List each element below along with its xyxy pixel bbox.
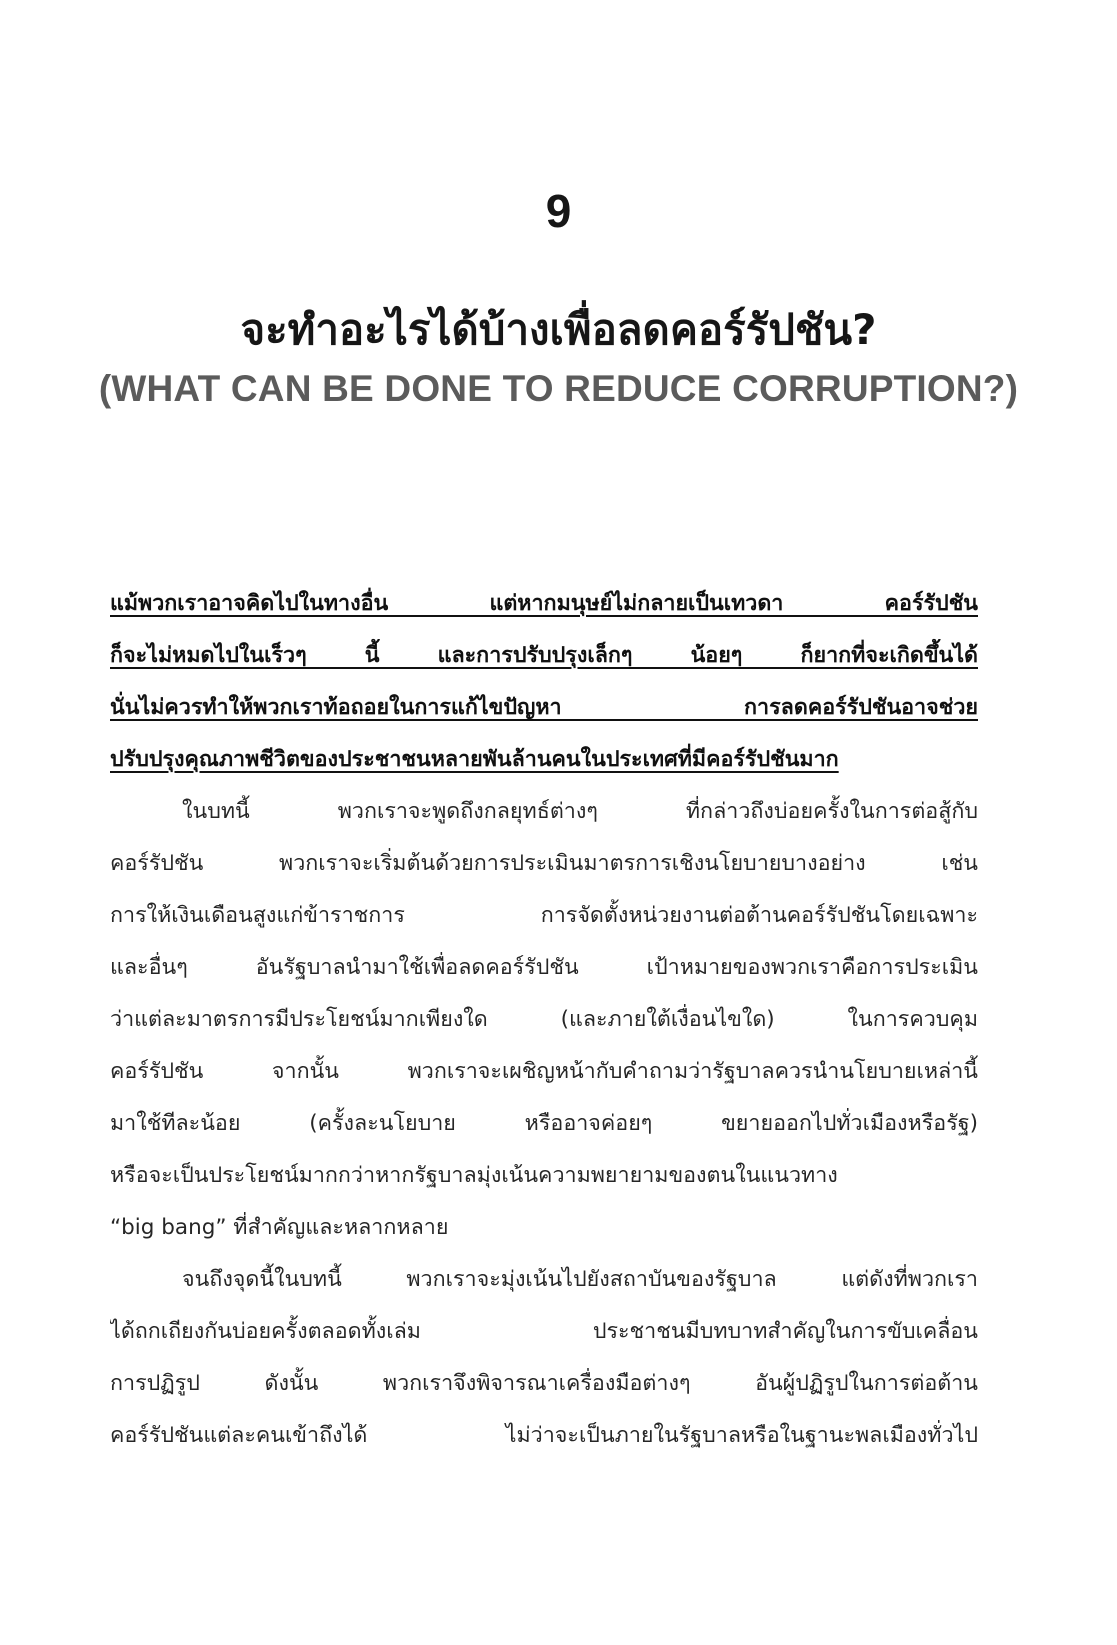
paragraph-line: และอื่นๆ อันรัฐบาลนำมาใช้เพื่อลดคอร์รัปชัน เป้าหมายของพวกเราคือการประเมิน: [110, 955, 978, 980]
paragraph-line: หรือจะเป็นประโยชน์มากกว่าหากรัฐบาลมุ่งเน้นความพยายามของตนในแนวทาง: [110, 1163, 838, 1188]
intro-line: ปรับปรุงคุณภาพชีวิตของประชาชนหลายพันล้านคนในประเทศที่มีคอร์รัปชันมาก: [110, 747, 839, 772]
paragraph-2: [110, 1254, 978, 1462]
paragraph-line: การให้เงินเดือนสูงแก่ข้าราชการ การจัดตั้งหน่วยงานต่อต้านคอร์รัปชันโดยเฉพาะ: [110, 903, 978, 928]
intro-line: แม้พวกเราอาจคิดไปในทางอื่น แต่หากมนุษย์ไม่กลายเป็นเทวดา คอร์รัปชัน: [110, 591, 978, 616]
paragraph-line: ได้ถกเถียงกันบ่อยครั้งตลอดทั้งเล่ม ประชาชนมีบทบาทสำคัญในการขับเคลื่อน: [110, 1319, 978, 1344]
body-text: [110, 578, 978, 1462]
paragraph-line: มาใช้ทีละน้อย (ครั้งละนโยบาย หรืออาจค่อยๆ ขยายออกไปทั่วเมืองหรือรัฐ): [110, 1111, 978, 1136]
paragraph-line: คอร์รัปชันแต่ละคนเข้าถึงได้ ไม่ว่าจะเป็นภายในรัฐบาลหรือในฐานะพลเมืองทั่วไป: [110, 1423, 978, 1448]
paragraph-line: ว่าแต่ละมาตรการมีประโยชน์มากเพียงใด (และภายใต้เงื่อนไขใด) ในการควบคุม: [110, 1007, 978, 1032]
intro-line: ก็จะไม่หมดไปในเร็วๆ นี้ และการปรับปรุงเล็กๆ น้อยๆ ก็ยากที่จะเกิดขึ้นได้: [110, 643, 978, 668]
paragraph-line: การปฏิรูป ดังนั้น พวกเราจึงพิจารณาเครื่องมือต่างๆ อันผู้ปฏิรูปในการต่อต้าน: [110, 1371, 978, 1396]
paragraph-1: [110, 786, 978, 1254]
intro-line: นั่นไม่ควรทำให้พวกเราท้อถอยในการแก้ไขปัญหา การลดคอร์รัปชันอาจช่วย: [110, 695, 978, 720]
paragraph-line: คอร์รัปชัน พวกเราจะเริ่มต้นด้วยการประเมินมาตรการเชิงนโยบายบางอย่าง เช่น: [110, 851, 978, 876]
paragraph-line-last: “big bang” ที่สำคัญและหลากหลาย: [110, 1215, 449, 1240]
chapter-title-thai: จะทำอะไรได้บ้างเพื่อลดคอร์รัปชัน?: [240, 305, 877, 354]
chapter-number: 9: [545, 185, 572, 237]
chapter-title-english: (WHAT CAN BE DONE TO REDUCE CORRUPTION?): [98, 368, 1019, 409]
intro-paragraph: [110, 578, 978, 786]
paragraph-line: ในบทนี้ พวกเราจะพูดถึงกลยุทธ์ต่างๆ ที่กล่าวถึงบ่อยครั้งในการต่อสู้กับ: [182, 799, 978, 824]
paragraph-line: คอร์รัปชัน จากนั้น พวกเราจะเผชิญหน้ากับคำถามว่ารัฐบาลควรนำนโยบายเหล่านี้: [110, 1059, 978, 1084]
paragraph-line: จนถึงจุดนี้ในบทนี้ พวกเราจะมุ่งเน้นไปยังสถาบันของรัฐบาล แต่ดังที่พวกเรา: [182, 1267, 978, 1292]
